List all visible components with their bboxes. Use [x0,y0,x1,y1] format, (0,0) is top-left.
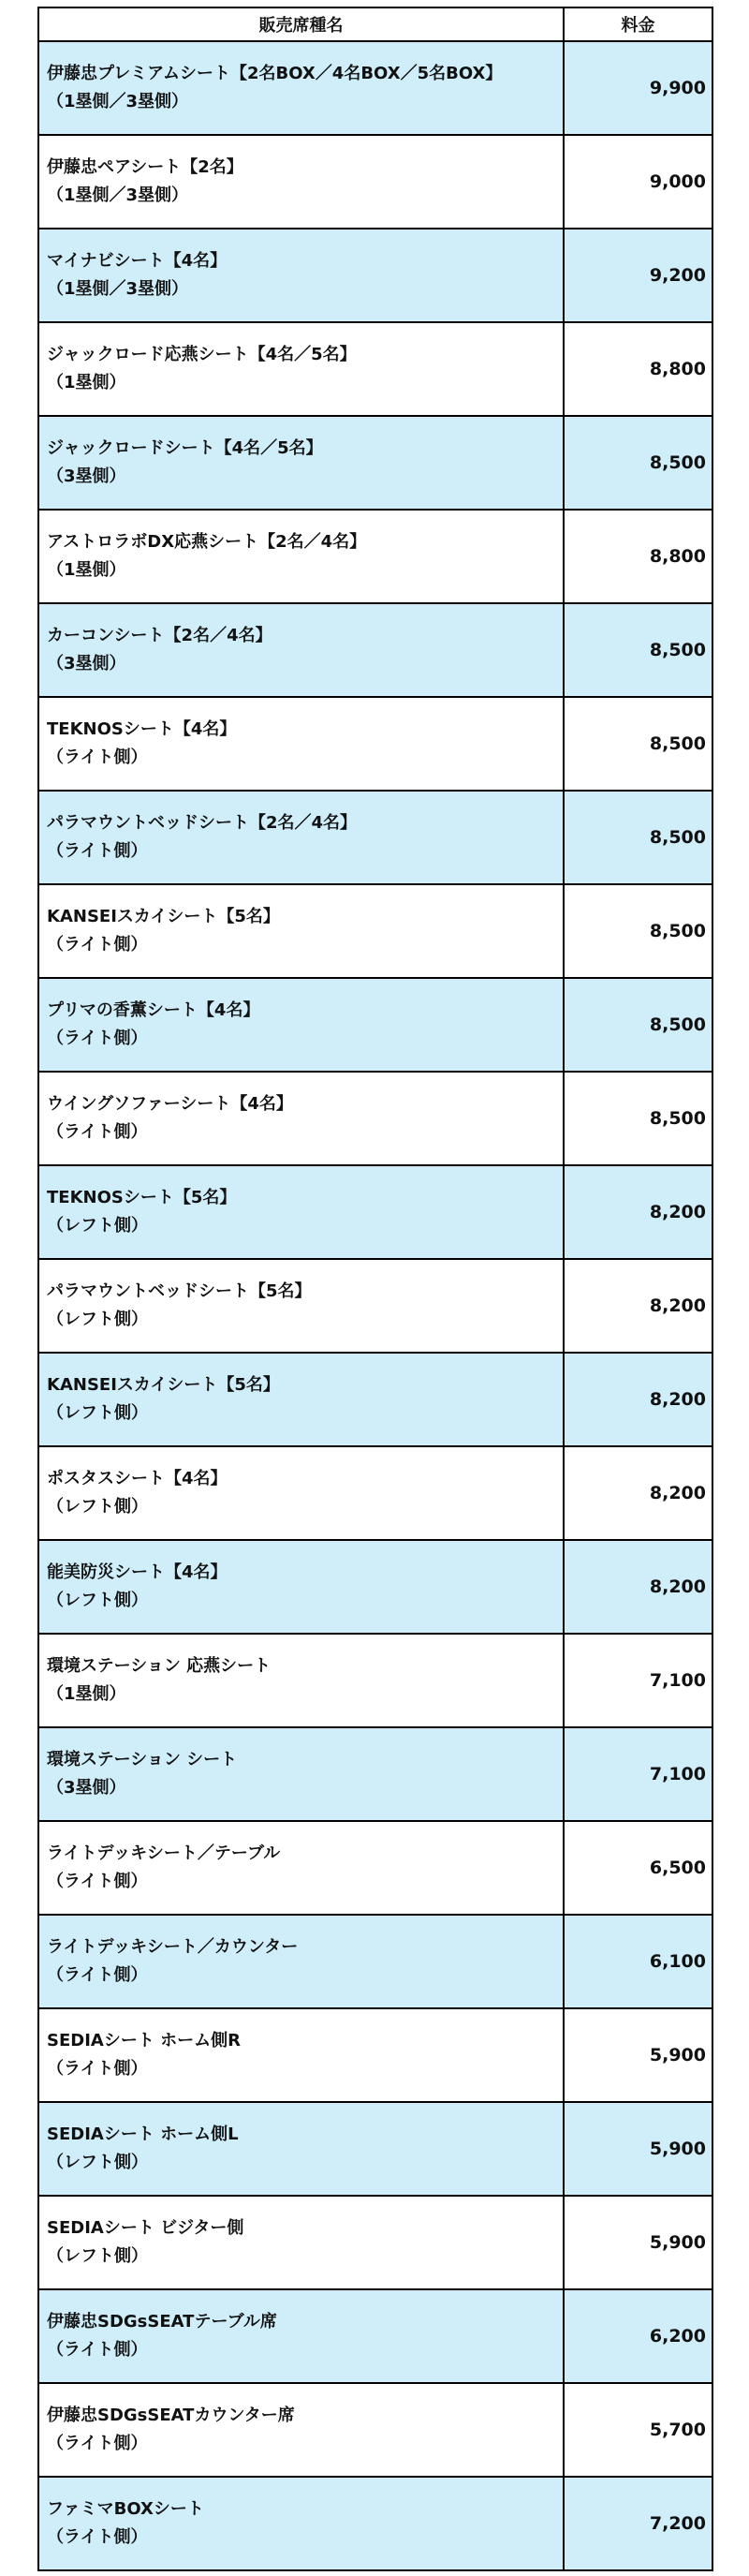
seat-location: （ライト側） [47,2340,148,2360]
seat-name: カーコンシート【2名／4名】 [47,626,272,645]
seat-name: ウイングソファーシート【4名】 [47,1094,293,1114]
seat-price-table [37,7,713,2571]
seat-price: 6,100 [564,1915,712,2008]
seat-price: 8,500 [564,1072,712,1165]
seat-name-cell [38,229,564,322]
seat-name-cell [38,1821,564,1915]
seat-name-cell [38,1353,564,1446]
seat-name: 伊藤忠SDGsSEATカウンター席 [47,2406,295,2425]
seat-name: 伊藤忠プレミアムシート【2名BOX／4名BOX／5名BOX】 [47,64,503,83]
seat-location: （ライト側） [47,841,148,861]
seat-location: （1塁側） [47,560,126,580]
table-row [38,2383,712,2477]
header-price: 料金 [564,7,712,41]
seat-name-cell [38,510,564,603]
seat-name: KANSEIスカイシート【5名】 [47,907,280,926]
seat-name: パラマウントベッドシート【2名／4名】 [47,813,358,833]
seat-name-cell [38,416,564,510]
seat-price: 8,800 [564,510,712,603]
seat-name-cell [38,1915,564,2008]
seat-location: （1塁側） [47,1684,126,1704]
seat-name-cell [38,884,564,978]
seat-price: 7,100 [564,1727,712,1821]
seat-name: KANSEIスカイシート【5名】 [47,1375,280,1395]
seat-location: （レフト側） [47,2153,148,2172]
seat-location: （3塁側） [47,654,126,674]
seat-location: （ライト側） [47,2527,148,2547]
seat-name: ライトデッキシート／カウンター [47,1937,299,1957]
seat-location: （1塁側／3塁側） [47,92,189,111]
seat-name-cell [38,135,564,229]
seat-name-cell [38,978,564,1072]
seat-name: SEDIAシート ホーム側L [47,2124,239,2144]
seat-location: （ライト側） [47,1122,148,1142]
seat-price: 6,500 [564,1821,712,1915]
seat-name-cell [38,2383,564,2477]
table-row [38,1915,712,2008]
table-row [38,978,712,1072]
seat-location: （ライト側） [47,2059,148,2079]
seat-price: 5,900 [564,2102,712,2196]
seat-location: （レフト側） [47,1310,148,1329]
table-row [38,2008,712,2102]
seat-price: 6,200 [564,2289,712,2383]
seat-location: （1塁側） [47,373,126,392]
seat-location: （レフト側） [47,1216,148,1236]
table-row [38,2289,712,2383]
table-row [38,1540,712,1634]
table-row [38,1072,712,1165]
table-row [38,1821,712,1915]
seat-name: TEKNOSシート【5名】 [47,1188,237,1207]
seat-name-cell [38,1727,564,1821]
seat-name: ファミマBOXシート [47,2499,204,2519]
seat-name-cell [38,1165,564,1259]
table-header-row [38,7,712,41]
seat-location: （レフト側） [47,1591,148,1610]
seat-price: 8,800 [564,322,712,416]
seat-price: 5,900 [564,2008,712,2102]
seat-name-cell [38,603,564,697]
seat-price: 9,200 [564,229,712,322]
seat-price: 8,200 [564,1353,712,1446]
table-row [38,135,712,229]
seat-name: ポスタスシート【4名】 [47,1469,228,1488]
table-row [38,41,712,135]
table-row [38,1727,712,1821]
seat-name-cell [38,2102,564,2196]
seat-name: プリマの香薫シート【4名】 [47,1000,260,1020]
seat-name-cell [38,1072,564,1165]
seat-location: （ライト側） [47,748,148,767]
seat-name-cell [38,2477,564,2570]
seat-location: （レフト側） [47,1497,148,1517]
seat-name: 環境ステーション シート [47,1750,238,1769]
table-row [38,1165,712,1259]
seat-price: 8,500 [564,884,712,978]
seat-price: 7,100 [564,1634,712,1727]
seat-name: マイナビシート【4名】 [47,251,228,271]
seat-price: 5,900 [564,2196,712,2289]
seat-name-cell [38,1446,564,1540]
seat-location: （ライト側） [47,1029,148,1048]
seat-price: 8,200 [564,1540,712,1634]
seat-name-cell [38,697,564,791]
table-row [38,229,712,322]
seat-price: 7,200 [564,2477,712,2570]
seat-name-cell [38,2289,564,2383]
seat-location: （ライト側） [47,2434,148,2453]
seat-price: 9,900 [564,41,712,135]
seat-price: 8,200 [564,1446,712,1540]
seat-location: （レフト側） [47,2246,148,2266]
table-row [38,1634,712,1727]
seat-location: （1塁側／3塁側） [47,185,189,205]
seat-name: ジャックロードシート【4名／5名】 [47,438,323,458]
seat-name: SEDIAシート ホーム側R [47,2031,241,2050]
seat-name-cell [38,2008,564,2102]
seat-name: パラマウントベッドシート【5名】 [47,1281,312,1301]
table-row [38,322,712,416]
seat-name-cell [38,2196,564,2289]
seat-location: （レフト側） [47,1403,148,1423]
seat-location: （ライト側） [47,935,148,955]
seat-price: 8,200 [564,1259,712,1353]
table-row [38,697,712,791]
table-row [38,1446,712,1540]
seat-name: 伊藤忠SDGsSEATテーブル席 [47,2312,277,2332]
seat-name: ライトデッキシート／テーブル [47,1843,281,1863]
seat-price: 8,500 [564,978,712,1072]
seat-name: 能美防災シート【4名】 [47,1562,228,1582]
seat-location: （3塁側） [47,466,126,486]
table-row [38,603,712,697]
seat-location: （ライト側） [47,1965,148,1985]
table-row [38,791,712,884]
seat-location: （3塁側） [47,1778,126,1798]
table-row [38,2102,712,2196]
seat-price: 8,500 [564,603,712,697]
table-row [38,2196,712,2289]
table-row [38,1259,712,1353]
table-row [38,884,712,978]
seat-price: 8,500 [564,697,712,791]
table-body [38,41,712,2570]
seat-name: 環境ステーション 応燕シート [47,1656,272,1676]
table-row [38,416,712,510]
table-row [38,2477,712,2570]
seat-name-cell [38,1634,564,1727]
seat-name: ジャックロード応燕シート【4名／5名】 [47,345,357,364]
seat-price: 9,000 [564,135,712,229]
seat-name: TEKNOSシート【4名】 [47,719,237,739]
seat-name: SEDIAシート ビジター側 [47,2218,244,2238]
seat-name-cell [38,1540,564,1634]
seat-price: 5,700 [564,2383,712,2477]
seat-name: アストロラボDX応燕シート【2名／4名】 [47,532,367,552]
table-row [38,510,712,603]
header-seat-name: 販売席種名 [38,7,564,41]
seat-price: 8,500 [564,416,712,510]
seat-name-cell [38,791,564,884]
seat-location: （1塁側／3塁側） [47,279,189,299]
seat-name-cell [38,322,564,416]
seat-price: 8,200 [564,1165,712,1259]
seat-location: （ライト側） [47,1872,148,1891]
seat-name-cell [38,41,564,135]
table-row [38,1353,712,1446]
seat-name: 伊藤忠ペアシート【2名】 [47,157,243,177]
seat-name-cell [38,1259,564,1353]
seat-price: 8,500 [564,791,712,884]
